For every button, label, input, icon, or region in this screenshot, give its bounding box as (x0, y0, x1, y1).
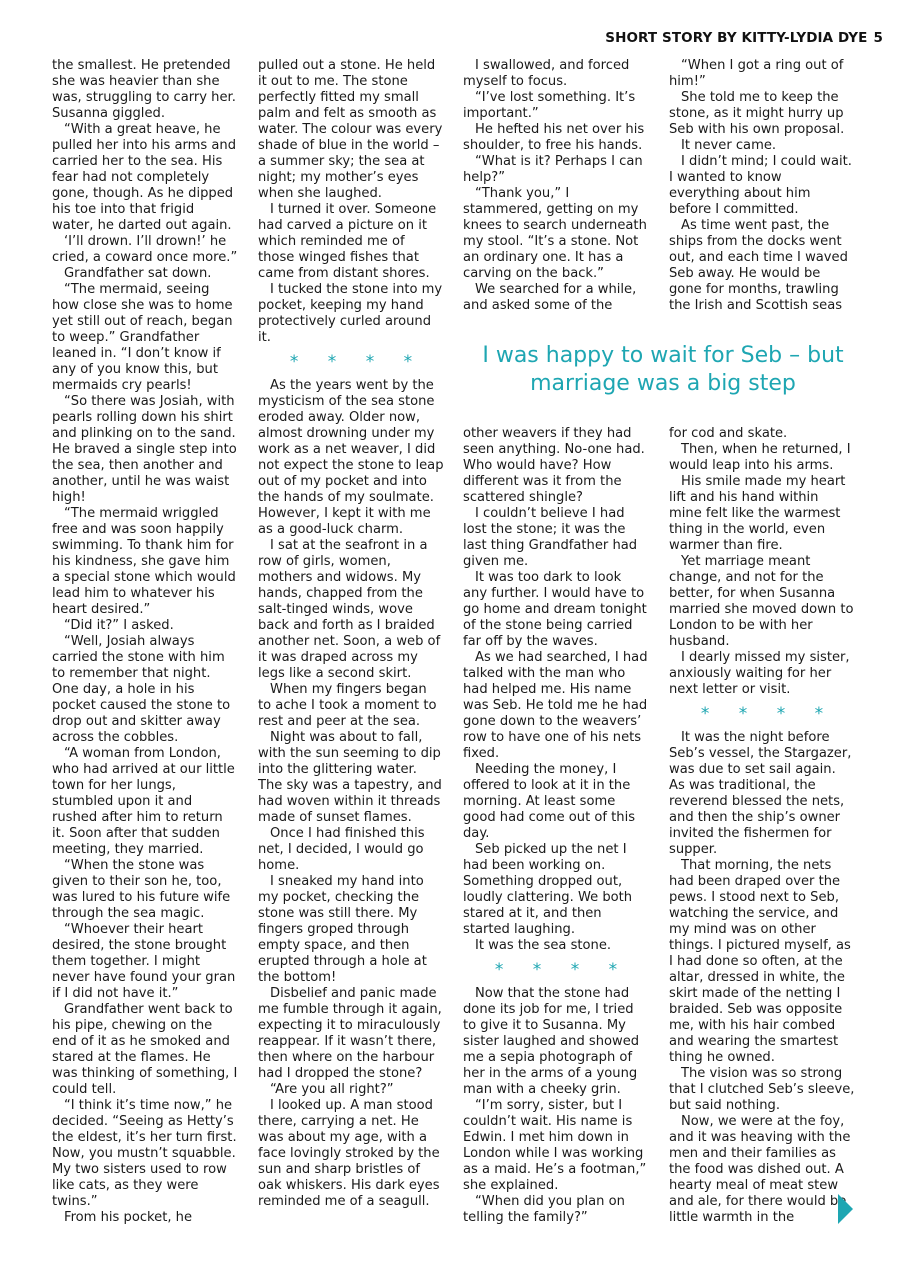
paragraph: Night was about to fall, with the sun seeming to dip into the glittering water. The sky was a tapestry, and had woven within it threads made of sunset flames. (258, 730, 442, 825)
column-4-part-2 (669, 730, 855, 1226)
paragraph: “When I got a ring out of him!” (669, 58, 844, 89)
paragraph: As time went past, the ships from the docks went out, and each time I waved Seb away. He would be gone for months, trawling the Irish and Scottish seas (669, 218, 848, 313)
paragraph: “I think it’s time now,” he decided. “Seeing as Hetty’s the eldest, it’s her turn first. Now, you mustn’t squabble. My two sisters used to row like cats, as they were twins.” (52, 1098, 237, 1209)
paragraph: ‘I’ll drown. I’ll drown!’ he cried, a coward once more.” (52, 234, 238, 265)
column-4-part-1 (669, 426, 855, 698)
paragraph: “Thank you,” I stammered, getting on my knees to search underneath my stool. “It’s a stone. Not an ordinary one. It has a carving on the back.” (463, 186, 647, 281)
column-3-bottom (463, 426, 649, 1226)
column-4-bottom (669, 426, 855, 1226)
paragraph: “A woman from London, who had arrived at our little town for her lungs, stumbled upon it and rushed after him to return it. Soon after that sudden meeting, they married. (52, 746, 235, 857)
paragraph: I turned it over. Someone had carved a picture on it which reminded me of those winged fishes that came from distant shores. (258, 202, 437, 281)
paragraph: Now that the stone had done its job for me, I tried to give it to Susanna. My sister laughed and showed me a sepia photograph of her in the arms of a young man with a cheeky grin. (463, 986, 640, 1097)
pull-quote: I was happy to wait for Seb – but marriage was a big step (482, 343, 844, 396)
paragraph: I tucked the stone into my pocket, keeping my hand protectively curled around it. (258, 282, 443, 345)
column-2-bottom (258, 378, 444, 1210)
column-1 (52, 58, 238, 1226)
paragraph: “The mermaid wriggled free and was soon happily swimming. To thank him for his kindness, she gave him a special stone which would lead him to whatever his heart desired.” (52, 506, 236, 617)
section-break-stars: * * * * (289, 352, 425, 372)
paragraph: His smile made my heart lift and his hand within mine felt like the warmest thing in the world, even warmer than fire. (669, 474, 846, 553)
paragraph: That morning, the nets had been draped over the pews. I stood next to Seb, watching the service, and my mind was on other things. I pictured myself, as I had done so often, at the altar, dressed in white, the skirt made of the netting I braided. Seb was opposite me, with his hair combed and wearing the smartest thing he owned. (669, 858, 851, 1065)
paragraph: Then, when he returned, I would leap into his arms. (669, 442, 851, 473)
paragraph: It was the sea stone. (475, 938, 612, 953)
paragraph: As the years went by the mysticism of the sea stone eroded away. Older now, almost drowning under my work as a net weaver, I did not expect the stone to leap out of my pocket and into the hands of my soulmate. However, I kept it with me as a good-luck charm. (258, 378, 444, 537)
paragraph: Grandfather sat down. (64, 266, 212, 281)
paragraph: She told me to keep the stone, as it might hurry up Seb with his own proposal. (669, 90, 845, 137)
paragraph: the smallest. He pretended she was heavier than she was, struggling to carry her. Susanna giggled. (52, 58, 236, 121)
paragraph: I dearly missed my sister, anxiously waiting for her next letter or visit. (669, 650, 850, 697)
paragraph: It was the night before Seb’s vessel, the Stargazer, was due to set sail again. As was traditional, the reverend blessed the nets, and then the ship’s owner invited the fishermen for supper. (669, 730, 852, 857)
page-header (605, 30, 883, 46)
paragraph: We searched for a while, and asked some of the (463, 282, 637, 313)
paragraph: for cod and skate. (669, 426, 788, 441)
paragraph: Once I had finished this net, I decided, I would go home. (258, 826, 425, 873)
paragraph: When my fingers began to ache I took a moment to rest and peer at the sea. (258, 682, 437, 729)
paragraph: I swallowed, and forced myself to focus. (463, 58, 630, 89)
paragraph: “I’ve lost something. It’s important.” (463, 90, 636, 121)
paragraph: I didn’t mind; I could wait. I wanted to know everything about him before I committed. (669, 154, 852, 217)
paragraph: It never came. (681, 138, 777, 153)
section-break-stars: * * * * (700, 704, 836, 724)
paragraph: Needing the money, I offered to look at it in the morning. At least some good had come out of this day. (463, 762, 636, 841)
section-break-stars: * * * * (494, 960, 630, 980)
paragraph: “When did you plan on telling the family?” (463, 1194, 625, 1225)
story-byline: SHORT STORY BY KITTY-LYDIA DYE (605, 30, 868, 46)
paragraph: He hefted his net over his shoulder, to free his hands. (463, 122, 645, 153)
paragraph: “The mermaid, seeing how close she was to home yet still out of reach, began to weep.” Grandfather leaned in. “I don’t know if any of you know this, but mermaids cry pearls! (52, 282, 233, 393)
paragraph: As we had searched, I had talked with the man who had helped me. His name was Seb. He told me he had gone down to the weavers’ row to have one of his nets fixed. (463, 650, 648, 761)
paragraph: pulled out a stone. He held it out to me. The stone perfectly fitted my small palm and felt as smooth as water. The colour was every shade of blue in the world – a summer sky; the sea at night; my mother’s eyes when she laughed. (258, 58, 443, 201)
paragraph: other weavers if they had seen anything. No-one had. Who would have? How different was it from the scattered shingle? (463, 426, 645, 505)
paragraph: From his pocket, he (64, 1210, 193, 1225)
column-2-top (258, 58, 444, 346)
paragraph: “Did it?” I asked. (64, 618, 174, 633)
paragraph: Now, we were at the foy, and it was heaving with the men and their families as the food was dished out. A hearty meal of meat stew and ale, for there would be little warmth in the (669, 1114, 851, 1225)
paragraph: “Well, Josiah always carried the stone with him to remember that night. One day, a hole in his pocket caused the stone to drop out and skitter away across the cobbles. (52, 634, 231, 745)
paragraph: “I’m sorry, sister, but I couldn’t wait. His name is Edwin. I met him down in London while I was working as a maid. He’s a footman,” she explained. (463, 1098, 647, 1193)
paragraph: I sneaked my hand into my pocket, checking the stone was still there. My fingers groped through empty space, and then erupted through a hole at the bottom! (258, 874, 427, 985)
column-3-part-2 (463, 986, 649, 1226)
paragraph: Grandfather went back to his pipe, chewing on the end of it as he smoked and stared at the flames. He was thinking of something, I could tell. (52, 1002, 238, 1097)
paragraph: Disbelief and panic made me fumble through it again, expecting it to miraculously reappear. If it wasn’t there, then where on the harbour had I dropped the stone? (258, 986, 442, 1081)
paragraph: I looked up. A man stood there, carrying a net. He was about my age, with a face lovingly stroked by the sun and sharp bristles of oak whiskers. His dark eyes reminded me of a seagull. (258, 1098, 440, 1209)
page-number: 5 (873, 30, 883, 46)
paragraph: I couldn’t believe I had lost the stone; it was the last thing Grandfather had given me. (463, 506, 638, 569)
paragraph: “With a great heave, he pulled her into his arms and carried her to the sea. His fear had not completely gone, though. As he dipped his toe into that frigid water, he darted out again. (52, 122, 237, 233)
paragraph: Seb picked up the net I had been working on. Something dropped out, loudly clattering. We both stared at it, and then started laughing. (463, 842, 633, 937)
column-4-top (669, 58, 855, 314)
column-3-top (463, 58, 649, 314)
column-3-part-1 (463, 426, 649, 954)
paragraph: It was too dark to look any further. I would have to go home and dream tonight of the stone being carried far off by the waves. (463, 570, 647, 649)
continue-arrow-icon (838, 1194, 853, 1224)
column-2 (258, 58, 444, 1210)
paragraph: “So there was Josiah, with pearls rolling down his shirt and plinking on to the sand. He braved a single step into the sea, then another and another, until he was waist high! (52, 394, 237, 505)
paragraph: “Whoever their heart desired, the stone brought them together. I might never have found your gran if I did not have it.” (52, 922, 236, 1001)
paragraph: “What is it? Perhaps I can help?” (463, 154, 643, 185)
paragraph: Yet marriage meant change, and not for the better, for when Susanna married she moved down to London to be with her husband. (669, 554, 854, 649)
paragraph: “When the stone was given to their son he, too, was lured to his future wife through the sea magic. (52, 858, 231, 921)
paragraph: “Are you all right?” (270, 1082, 394, 1097)
paragraph: I sat at the seafront in a row of girls, women, mothers and widows. My hands, chapped from the salt-tinged winds, wove back and forth as I braided another net. Soon, a web of it was draped across my legs like a second skirt. (258, 538, 441, 681)
paragraph: The vision was so strong that I clutched Seb’s sleeve, but said nothing. (669, 1066, 855, 1113)
